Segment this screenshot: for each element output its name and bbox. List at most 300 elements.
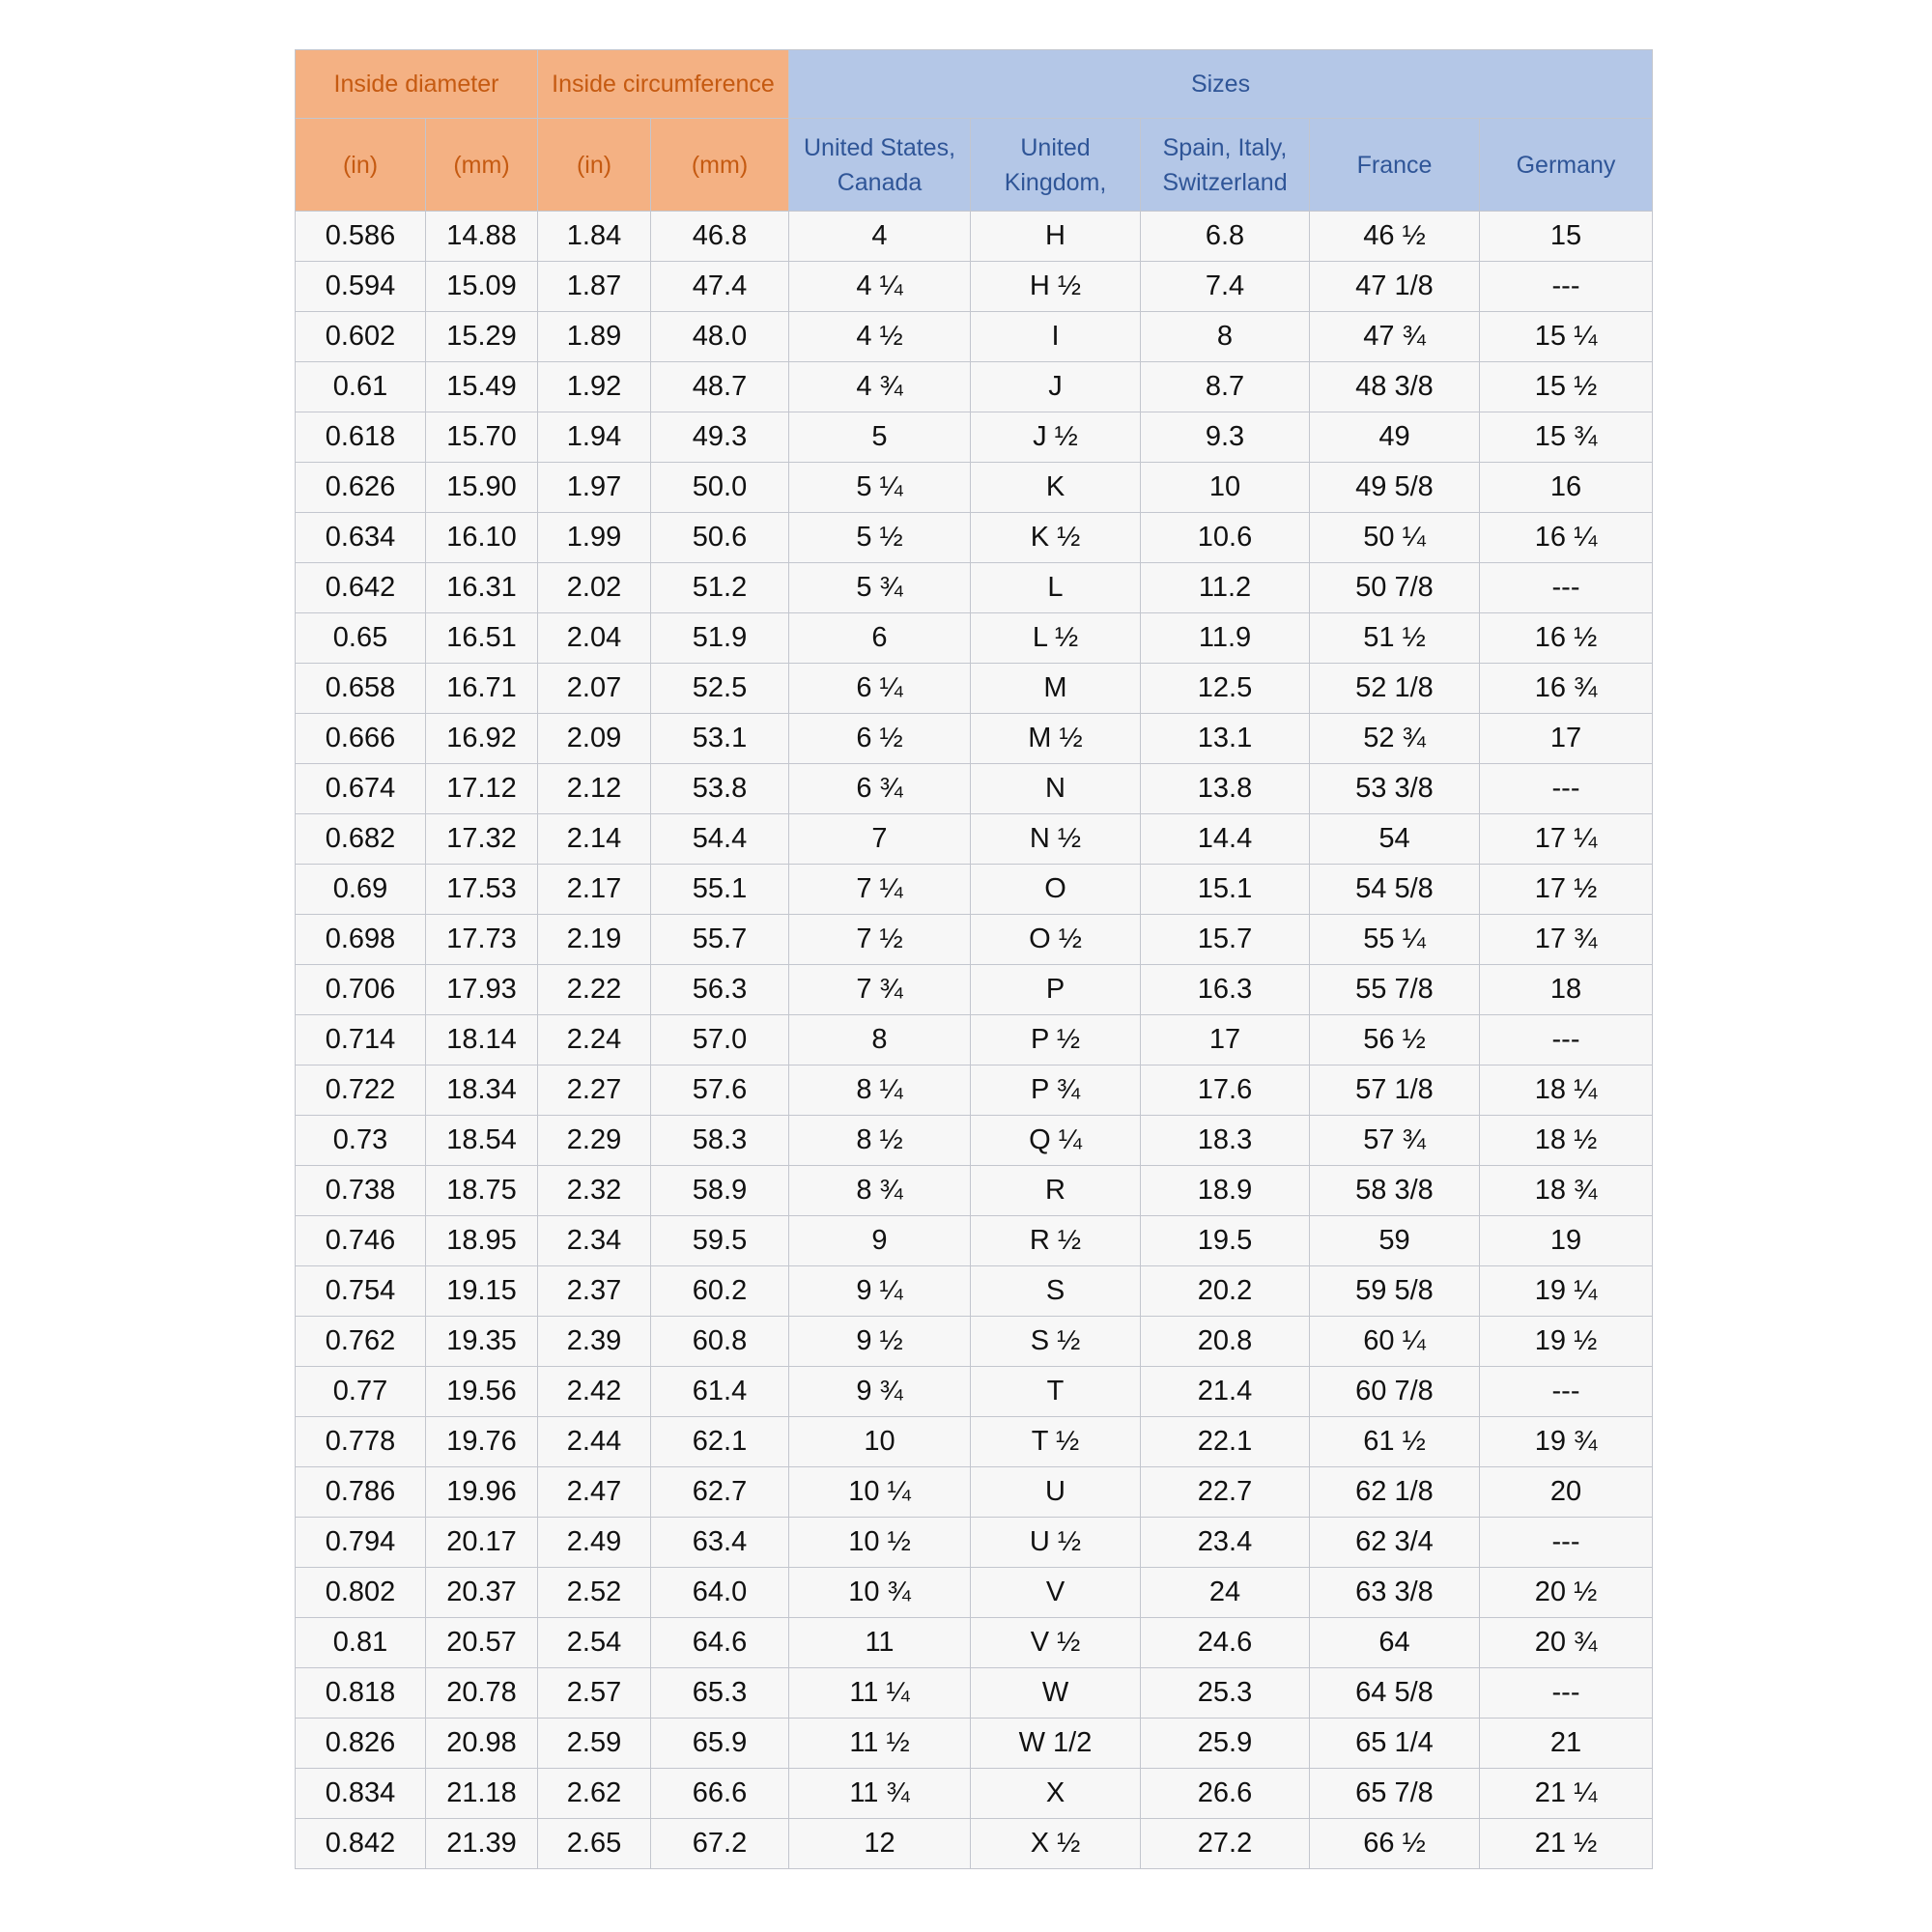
diameter-mm-cell: 18.14: [426, 1015, 538, 1065]
diameter-in-cell: 0.626: [296, 463, 426, 513]
circumference-in-cell: 2.59: [538, 1719, 651, 1769]
table-row: [296, 764, 1653, 814]
circumference-in-cell: 2.19: [538, 915, 651, 965]
diameter-in-cell: 0.794: [296, 1518, 426, 1568]
diameter-mm-cell: 16.92: [426, 714, 538, 764]
us-canada-size-cell: 11 ¼: [789, 1668, 971, 1719]
table-row: [296, 312, 1653, 362]
germany-size-cell: 20 ½: [1480, 1568, 1653, 1618]
france-size-cell: 49 5/8: [1310, 463, 1480, 513]
circumference-in-cell: 2.44: [538, 1417, 651, 1467]
germany-size-cell: 15 ¾: [1480, 412, 1653, 463]
germany-size-cell: 16: [1480, 463, 1653, 513]
circumference-in-cell: 1.87: [538, 262, 651, 312]
france-size-cell: 65 7/8: [1310, 1769, 1480, 1819]
circumference-mm-cell: 58.9: [651, 1166, 789, 1216]
diameter-in-cell: 0.602: [296, 312, 426, 362]
uk-size-cell: P ½: [971, 1015, 1141, 1065]
table-row: [296, 412, 1653, 463]
circumference-in-cell: 2.14: [538, 814, 651, 865]
us-canada-header: United States, Canada: [789, 119, 971, 212]
circumference-mm-header: (mm): [651, 119, 789, 212]
circumference-mm-cell: 65.3: [651, 1668, 789, 1719]
circumference-mm-cell: 62.1: [651, 1417, 789, 1467]
circumference-in-cell: 1.99: [538, 513, 651, 563]
diameter-in-cell: 0.762: [296, 1317, 426, 1367]
france-size-cell: 62 1/8: [1310, 1467, 1480, 1518]
table-row: [296, 212, 1653, 262]
us-canada-size-cell: 9 ¼: [789, 1266, 971, 1317]
spain-italy-switzerland-size-cell: 15.1: [1141, 865, 1310, 915]
diameter-in-cell: 0.778: [296, 1417, 426, 1467]
us-canada-size-cell: 9 ½: [789, 1317, 971, 1367]
uk-size-cell: P: [971, 965, 1141, 1015]
spain-italy-switzerland-size-cell: 12.5: [1141, 664, 1310, 714]
circumference-in-cell: 1.84: [538, 212, 651, 262]
spain-italy-switzerland-size-cell: 23.4: [1141, 1518, 1310, 1568]
circumference-in-cell: 1.89: [538, 312, 651, 362]
uk-header: United Kingdom,: [971, 119, 1141, 212]
spain-italy-switzerland-size-cell: 17: [1141, 1015, 1310, 1065]
diameter-mm-cell: 17.12: [426, 764, 538, 814]
germany-size-cell: ---: [1480, 764, 1653, 814]
germany-size-cell: 20: [1480, 1467, 1653, 1518]
uk-size-cell: X: [971, 1769, 1141, 1819]
table-row: [296, 463, 1653, 513]
france-size-cell: 49: [1310, 412, 1480, 463]
germany-size-cell: 16 ¼: [1480, 513, 1653, 563]
uk-size-cell: U ½: [971, 1518, 1141, 1568]
us-canada-size-cell: 4 ¼: [789, 262, 971, 312]
circumference-in-cell: 2.62: [538, 1769, 651, 1819]
diameter-in-cell: 0.714: [296, 1015, 426, 1065]
table-row: [296, 664, 1653, 714]
us-canada-size-cell: 11 ¾: [789, 1769, 971, 1819]
table-row: [296, 814, 1653, 865]
spain-italy-switzerland-size-cell: 22.1: [1141, 1417, 1310, 1467]
circumference-in-cell: 2.37: [538, 1266, 651, 1317]
us-canada-size-cell: 4: [789, 212, 971, 262]
france-size-cell: 52 1/8: [1310, 664, 1480, 714]
circumference-mm-cell: 54.4: [651, 814, 789, 865]
circumference-in-cell: 1.94: [538, 412, 651, 463]
france-size-cell: 62 3/4: [1310, 1518, 1480, 1568]
diameter-mm-cell: 14.88: [426, 212, 538, 262]
france-size-cell: 47 1/8: [1310, 262, 1480, 312]
us-canada-size-cell: 9 ¾: [789, 1367, 971, 1417]
diameter-mm-cell: 15.09: [426, 262, 538, 312]
diameter-in-cell: 0.818: [296, 1668, 426, 1719]
france-size-cell: 51 ½: [1310, 613, 1480, 664]
circumference-mm-cell: 53.1: [651, 714, 789, 764]
germany-size-cell: 19 ¾: [1480, 1417, 1653, 1467]
spain-italy-switzerland-size-cell: 17.6: [1141, 1065, 1310, 1116]
diameter-in-cell: 0.666: [296, 714, 426, 764]
us-canada-size-cell: 10 ¾: [789, 1568, 971, 1618]
circumference-mm-cell: 51.9: [651, 613, 789, 664]
diameter-in-cell: 0.738: [296, 1166, 426, 1216]
us-canada-size-cell: 8 ½: [789, 1116, 971, 1166]
circumference-mm-cell: 64.0: [651, 1568, 789, 1618]
diameter-in-cell: 0.61: [296, 362, 426, 412]
us-canada-size-cell: 5 ½: [789, 513, 971, 563]
france-size-cell: 53 3/8: [1310, 764, 1480, 814]
circumference-mm-cell: 60.2: [651, 1266, 789, 1317]
table-row: [296, 1769, 1653, 1819]
table-row: [296, 1618, 1653, 1668]
germany-size-cell: 15: [1480, 212, 1653, 262]
uk-size-cell: L ½: [971, 613, 1141, 664]
diameter-in-cell: 0.786: [296, 1467, 426, 1518]
inside-diameter-header: Inside diameter: [296, 50, 538, 119]
table-row: [296, 1065, 1653, 1116]
table-row: [296, 362, 1653, 412]
circumference-mm-cell: 48.0: [651, 312, 789, 362]
germany-size-cell: 17 ½: [1480, 865, 1653, 915]
circumference-mm-cell: 55.1: [651, 865, 789, 915]
table-row: [296, 1719, 1653, 1769]
spain-italy-switzerland-size-cell: 8: [1141, 312, 1310, 362]
diameter-in-cell: 0.73: [296, 1116, 426, 1166]
circumference-in-cell: 2.54: [538, 1618, 651, 1668]
sizes-header: Sizes: [789, 50, 1653, 119]
germany-size-cell: 16 ¾: [1480, 664, 1653, 714]
circumference-in-cell: 2.42: [538, 1367, 651, 1417]
diameter-in-cell: 0.77: [296, 1367, 426, 1417]
diameter-in-cell: 0.642: [296, 563, 426, 613]
germany-size-cell: 21 ½: [1480, 1819, 1653, 1869]
spain-italy-switzerland-size-cell: 15.7: [1141, 915, 1310, 965]
diameter-in-cell: 0.754: [296, 1266, 426, 1317]
ring-size-table: [295, 49, 1653, 1869]
circumference-mm-cell: 64.6: [651, 1618, 789, 1668]
us-canada-size-cell: 7 ¾: [789, 965, 971, 1015]
spain-italy-switzerland-size-cell: 14.4: [1141, 814, 1310, 865]
diameter-mm-cell: 15.49: [426, 362, 538, 412]
us-canada-size-cell: 11: [789, 1618, 971, 1668]
table-row: [296, 513, 1653, 563]
germany-size-cell: 18 ¾: [1480, 1166, 1653, 1216]
germany-size-cell: 17: [1480, 714, 1653, 764]
germany-size-cell: ---: [1480, 1367, 1653, 1417]
circumference-mm-cell: 47.4: [651, 262, 789, 312]
table-body: [296, 212, 1653, 1869]
diameter-in-cell: 0.658: [296, 664, 426, 714]
uk-size-cell: M ½: [971, 714, 1141, 764]
france-header: France: [1310, 119, 1480, 212]
us-canada-size-cell: 9: [789, 1216, 971, 1266]
diameter-in-cell: 0.634: [296, 513, 426, 563]
us-canada-size-cell: 7: [789, 814, 971, 865]
us-canada-size-cell: 10 ¼: [789, 1467, 971, 1518]
diameter-mm-cell: 16.10: [426, 513, 538, 563]
spain-italy-switzerland-size-cell: 25.3: [1141, 1668, 1310, 1719]
circumference-mm-cell: 63.4: [651, 1518, 789, 1568]
uk-size-cell: T ½: [971, 1417, 1141, 1467]
us-canada-size-cell: 12: [789, 1819, 971, 1869]
diameter-in-cell: 0.834: [296, 1769, 426, 1819]
diameter-in-cell: 0.586: [296, 212, 426, 262]
france-size-cell: 60 ¼: [1310, 1317, 1480, 1367]
table-row: [296, 965, 1653, 1015]
spain-italy-switzerland-size-cell: 11.2: [1141, 563, 1310, 613]
diameter-in-cell: 0.722: [296, 1065, 426, 1116]
uk-size-cell: S: [971, 1266, 1141, 1317]
germany-size-cell: 18: [1480, 965, 1653, 1015]
france-size-cell: 54: [1310, 814, 1480, 865]
uk-size-cell: X ½: [971, 1819, 1141, 1869]
diameter-mm-cell: 18.95: [426, 1216, 538, 1266]
table-row: [296, 865, 1653, 915]
uk-size-cell: T: [971, 1367, 1141, 1417]
table-row: [296, 1417, 1653, 1467]
circumference-in-cell: 2.29: [538, 1116, 651, 1166]
uk-size-cell: I: [971, 312, 1141, 362]
us-canada-size-cell: 6 ¾: [789, 764, 971, 814]
diameter-mm-cell: 19.35: [426, 1317, 538, 1367]
diameter-mm-cell: 16.71: [426, 664, 538, 714]
spain-italy-switzerland-size-cell: 24.6: [1141, 1618, 1310, 1668]
germany-size-cell: ---: [1480, 563, 1653, 613]
table-row: [296, 1015, 1653, 1065]
uk-size-cell: O: [971, 865, 1141, 915]
diameter-in-cell: 0.826: [296, 1719, 426, 1769]
uk-size-cell: V: [971, 1568, 1141, 1618]
diameter-mm-cell: 17.93: [426, 965, 538, 1015]
circumference-mm-cell: 59.5: [651, 1216, 789, 1266]
circumference-mm-cell: 53.8: [651, 764, 789, 814]
diameter-mm-cell: 20.98: [426, 1719, 538, 1769]
spain-italy-switzerland-size-cell: 26.6: [1141, 1769, 1310, 1819]
us-canada-size-cell: 4 ¾: [789, 362, 971, 412]
germany-header: Germany: [1480, 119, 1653, 212]
table-row: [296, 563, 1653, 613]
france-size-cell: 54 5/8: [1310, 865, 1480, 915]
circumference-mm-cell: 55.7: [651, 915, 789, 965]
us-canada-size-cell: 7 ½: [789, 915, 971, 965]
table-row: [296, 1266, 1653, 1317]
diameter-mm-cell: 17.73: [426, 915, 538, 965]
circumference-in-cell: 2.49: [538, 1518, 651, 1568]
diameter-mm-cell: 21.39: [426, 1819, 538, 1869]
uk-size-cell: K: [971, 463, 1141, 513]
france-size-cell: 58 3/8: [1310, 1166, 1480, 1216]
germany-size-cell: 16 ½: [1480, 613, 1653, 664]
circumference-mm-cell: 50.6: [651, 513, 789, 563]
table-row: [296, 262, 1653, 312]
circumference-in-cell: 2.04: [538, 613, 651, 664]
inside-circumference-header: Inside circumference: [538, 50, 789, 119]
circumference-mm-cell: 46.8: [651, 212, 789, 262]
circumference-in-cell: 1.97: [538, 463, 651, 513]
germany-size-cell: ---: [1480, 1668, 1653, 1719]
germany-size-cell: 19 ½: [1480, 1317, 1653, 1367]
uk-size-cell: V ½: [971, 1618, 1141, 1668]
france-size-cell: 57 ¾: [1310, 1116, 1480, 1166]
table-row: [296, 1166, 1653, 1216]
spain-italy-switzerland-size-cell: 18.9: [1141, 1166, 1310, 1216]
germany-size-cell: 18 ½: [1480, 1116, 1653, 1166]
spain-italy-switzerland-size-cell: 10: [1141, 463, 1310, 513]
germany-size-cell: 19 ¼: [1480, 1266, 1653, 1317]
diameter-in-cell: 0.698: [296, 915, 426, 965]
uk-size-cell: L: [971, 563, 1141, 613]
diameter-mm-cell: 20.17: [426, 1518, 538, 1568]
france-size-cell: 59 5/8: [1310, 1266, 1480, 1317]
uk-size-cell: W 1/2: [971, 1719, 1141, 1769]
uk-size-cell: U: [971, 1467, 1141, 1518]
diameter-mm-cell: 18.75: [426, 1166, 538, 1216]
spain-italy-switzerland-size-cell: 6.8: [1141, 212, 1310, 262]
uk-size-cell: H ½: [971, 262, 1141, 312]
diameter-mm-cell: 17.32: [426, 814, 538, 865]
france-size-cell: 60 7/8: [1310, 1367, 1480, 1417]
uk-size-cell: R: [971, 1166, 1141, 1216]
diameter-in-cell: 0.81: [296, 1618, 426, 1668]
spain-italy-switzerland-size-cell: 19.5: [1141, 1216, 1310, 1266]
circumference-mm-cell: 60.8: [651, 1317, 789, 1367]
france-size-cell: 57 1/8: [1310, 1065, 1480, 1116]
us-canada-size-cell: 10 ½: [789, 1518, 971, 1568]
spain-italy-switzerland-size-cell: 18.3: [1141, 1116, 1310, 1166]
diameter-mm-cell: 15.29: [426, 312, 538, 362]
circumference-in-cell: 2.09: [538, 714, 651, 764]
us-canada-size-cell: 4 ½: [789, 312, 971, 362]
circumference-in-cell: 1.92: [538, 362, 651, 412]
germany-size-cell: 20 ¾: [1480, 1618, 1653, 1668]
uk-size-cell: W: [971, 1668, 1141, 1719]
table-row: [296, 1568, 1653, 1618]
diameter-mm-cell: 15.70: [426, 412, 538, 463]
france-size-cell: 50 ¼: [1310, 513, 1480, 563]
spain-italy-switzerland-size-cell: 13.8: [1141, 764, 1310, 814]
circumference-mm-cell: 50.0: [651, 463, 789, 513]
uk-size-cell: K ½: [971, 513, 1141, 563]
us-canada-size-cell: 11 ½: [789, 1719, 971, 1769]
diameter-mm-cell: 16.51: [426, 613, 538, 664]
diameter-mm-cell: 16.31: [426, 563, 538, 613]
circumference-in-cell: 2.34: [538, 1216, 651, 1266]
france-size-cell: 64 5/8: [1310, 1668, 1480, 1719]
circumference-in-cell: 2.32: [538, 1166, 651, 1216]
france-size-cell: 48 3/8: [1310, 362, 1480, 412]
circumference-mm-cell: 67.2: [651, 1819, 789, 1869]
diameter-in-cell: 0.65: [296, 613, 426, 664]
circumference-mm-cell: 48.7: [651, 362, 789, 412]
uk-size-cell: J ½: [971, 412, 1141, 463]
spain-italy-switzerland-size-cell: 13.1: [1141, 714, 1310, 764]
france-size-cell: 46 ½: [1310, 212, 1480, 262]
uk-size-cell: R ½: [971, 1216, 1141, 1266]
circumference-mm-cell: 66.6: [651, 1769, 789, 1819]
spain-italy-switzerland-size-cell: 27.2: [1141, 1819, 1310, 1869]
uk-size-cell: P ¾: [971, 1065, 1141, 1116]
spain-italy-switzerland-size-cell: 20.8: [1141, 1317, 1310, 1367]
uk-size-cell: N ½: [971, 814, 1141, 865]
table-row: [296, 1216, 1653, 1266]
diameter-mm-cell: 21.18: [426, 1769, 538, 1819]
circumference-mm-cell: 52.5: [651, 664, 789, 714]
diameter-in-cell: 0.594: [296, 262, 426, 312]
spain-italy-switzerland-size-cell: 24: [1141, 1568, 1310, 1618]
spain-italy-switzerland-size-cell: 20.2: [1141, 1266, 1310, 1317]
us-canada-size-cell: 6 ½: [789, 714, 971, 764]
circumference-in-cell: 2.24: [538, 1015, 651, 1065]
diameter-mm-cell: 18.54: [426, 1116, 538, 1166]
circumference-in-cell: 2.12: [538, 764, 651, 814]
spain-italy-switzerland-size-cell: 10.6: [1141, 513, 1310, 563]
germany-size-cell: ---: [1480, 1518, 1653, 1568]
germany-size-cell: 15 ¼: [1480, 312, 1653, 362]
diameter-mm-cell: 20.57: [426, 1618, 538, 1668]
diameter-in-cell: 0.706: [296, 965, 426, 1015]
uk-size-cell: Q ¼: [971, 1116, 1141, 1166]
table-row: [296, 915, 1653, 965]
circumference-in-cell: 2.17: [538, 865, 651, 915]
table-row: [296, 714, 1653, 764]
france-size-cell: 63 3/8: [1310, 1568, 1480, 1618]
circumference-in-cell: 2.22: [538, 965, 651, 1015]
diameter-mm-cell: 19.15: [426, 1266, 538, 1317]
france-size-cell: 64: [1310, 1618, 1480, 1668]
france-size-cell: 56 ½: [1310, 1015, 1480, 1065]
germany-size-cell: 19: [1480, 1216, 1653, 1266]
france-size-cell: 50 7/8: [1310, 563, 1480, 613]
france-size-cell: 66 ½: [1310, 1819, 1480, 1869]
germany-size-cell: 21 ¼: [1480, 1769, 1653, 1819]
circumference-in-cell: 2.47: [538, 1467, 651, 1518]
us-canada-size-cell: 8: [789, 1015, 971, 1065]
spain-italy-switzerland-size-cell: 11.9: [1141, 613, 1310, 664]
us-canada-size-cell: 8 ¼: [789, 1065, 971, 1116]
germany-size-cell: 15 ½: [1480, 362, 1653, 412]
germany-size-cell: 17 ¼: [1480, 814, 1653, 865]
table-row: [296, 613, 1653, 664]
table-row: [296, 1317, 1653, 1367]
germany-size-cell: 18 ¼: [1480, 1065, 1653, 1116]
diameter-in-header: (in): [296, 119, 426, 212]
circumference-mm-cell: 56.3: [651, 965, 789, 1015]
circumference-in-cell: 2.39: [538, 1317, 651, 1367]
spain-italy-switzerland-size-cell: 9.3: [1141, 412, 1310, 463]
table-row: [296, 1518, 1653, 1568]
spain-italy-switzerland-size-cell: 21.4: [1141, 1367, 1310, 1417]
us-canada-size-cell: 5: [789, 412, 971, 463]
uk-size-cell: H: [971, 212, 1141, 262]
us-canada-size-cell: 6 ¼: [789, 664, 971, 714]
uk-size-cell: S ½: [971, 1317, 1141, 1367]
circumference-in-cell: 2.57: [538, 1668, 651, 1719]
uk-size-cell: J: [971, 362, 1141, 412]
diameter-mm-cell: 19.56: [426, 1367, 538, 1417]
germany-size-cell: ---: [1480, 262, 1653, 312]
table-row: [296, 1668, 1653, 1719]
circumference-in-cell: 2.02: [538, 563, 651, 613]
circumference-in-header: (in): [538, 119, 651, 212]
circumference-in-cell: 2.27: [538, 1065, 651, 1116]
germany-size-cell: 21: [1480, 1719, 1653, 1769]
france-size-cell: 61 ½: [1310, 1417, 1480, 1467]
uk-size-cell: O ½: [971, 915, 1141, 965]
us-canada-size-cell: 7 ¼: [789, 865, 971, 915]
france-size-cell: 52 ¾: [1310, 714, 1480, 764]
diameter-in-cell: 0.618: [296, 412, 426, 463]
diameter-mm-cell: 15.90: [426, 463, 538, 513]
germany-size-cell: ---: [1480, 1015, 1653, 1065]
table-row: [296, 1116, 1653, 1166]
us-canada-size-cell: 10: [789, 1417, 971, 1467]
us-canada-size-cell: 5 ¼: [789, 463, 971, 513]
